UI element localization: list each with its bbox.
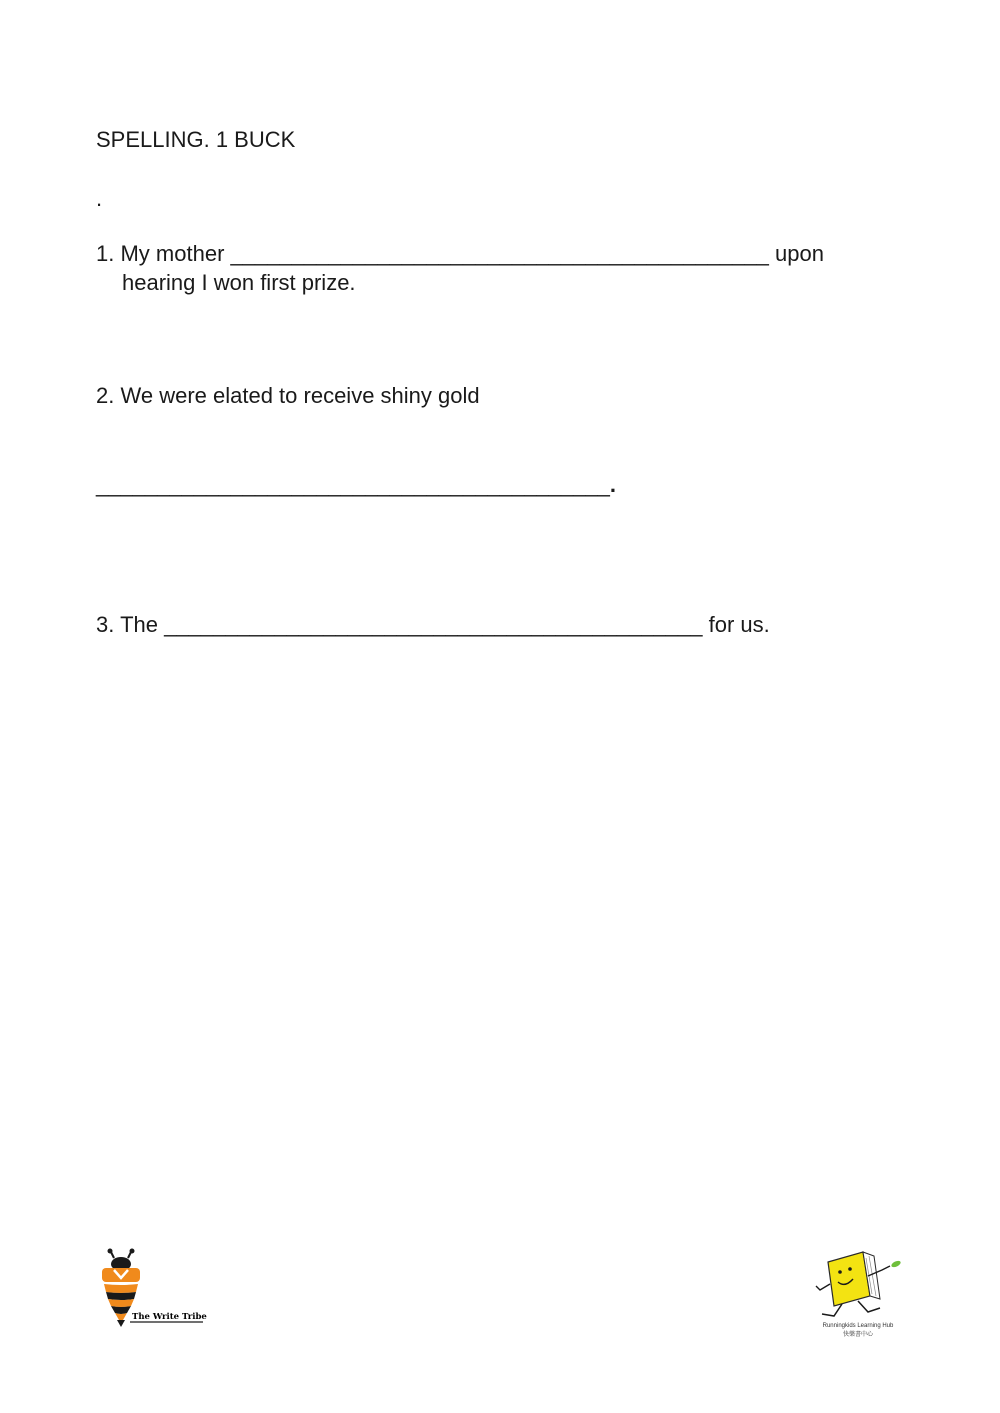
question-text-after: upon	[775, 241, 824, 266]
answer-blank-2[interactable]: __________________________________________	[96, 472, 610, 497]
runningkids-chinese-caption: 快樂書中心	[842, 1331, 874, 1338]
running-book-icon	[808, 1244, 908, 1344]
worksheet-title: SPELLING. 1 BUCK	[96, 127, 296, 152]
sentence-period: .	[609, 472, 617, 497]
question-1	[96, 239, 824, 268]
answer-blank-1[interactable]: ____________________________________________	[230, 241, 769, 266]
separator-dot: .	[96, 186, 103, 211]
question-number: 3.	[96, 612, 115, 637]
question-2-answer-line	[96, 470, 616, 499]
write-tribe-logo	[96, 1248, 211, 1330]
question-2	[96, 381, 480, 410]
question-text: We were elated to receive shiny gold	[120, 383, 480, 408]
runningkids-caption: Runningkids Learning Hub	[822, 1323, 894, 1329]
question-3	[96, 610, 770, 639]
question-number: 2.	[96, 383, 115, 408]
question-text-before: My mother	[120, 241, 225, 266]
write-tribe-caption: The Write Tribe	[132, 1312, 207, 1322]
runningkids-logo	[808, 1244, 908, 1344]
answer-blank-3[interactable]: ____________________________________________	[164, 612, 703, 637]
bee-mascot-icon	[96, 1248, 211, 1330]
question-text-before: The	[120, 612, 158, 637]
question-number: 1.	[96, 241, 115, 266]
question-text-after: for us.	[708, 612, 770, 637]
question-1-continuation: hearing I won first prize.	[122, 270, 356, 295]
